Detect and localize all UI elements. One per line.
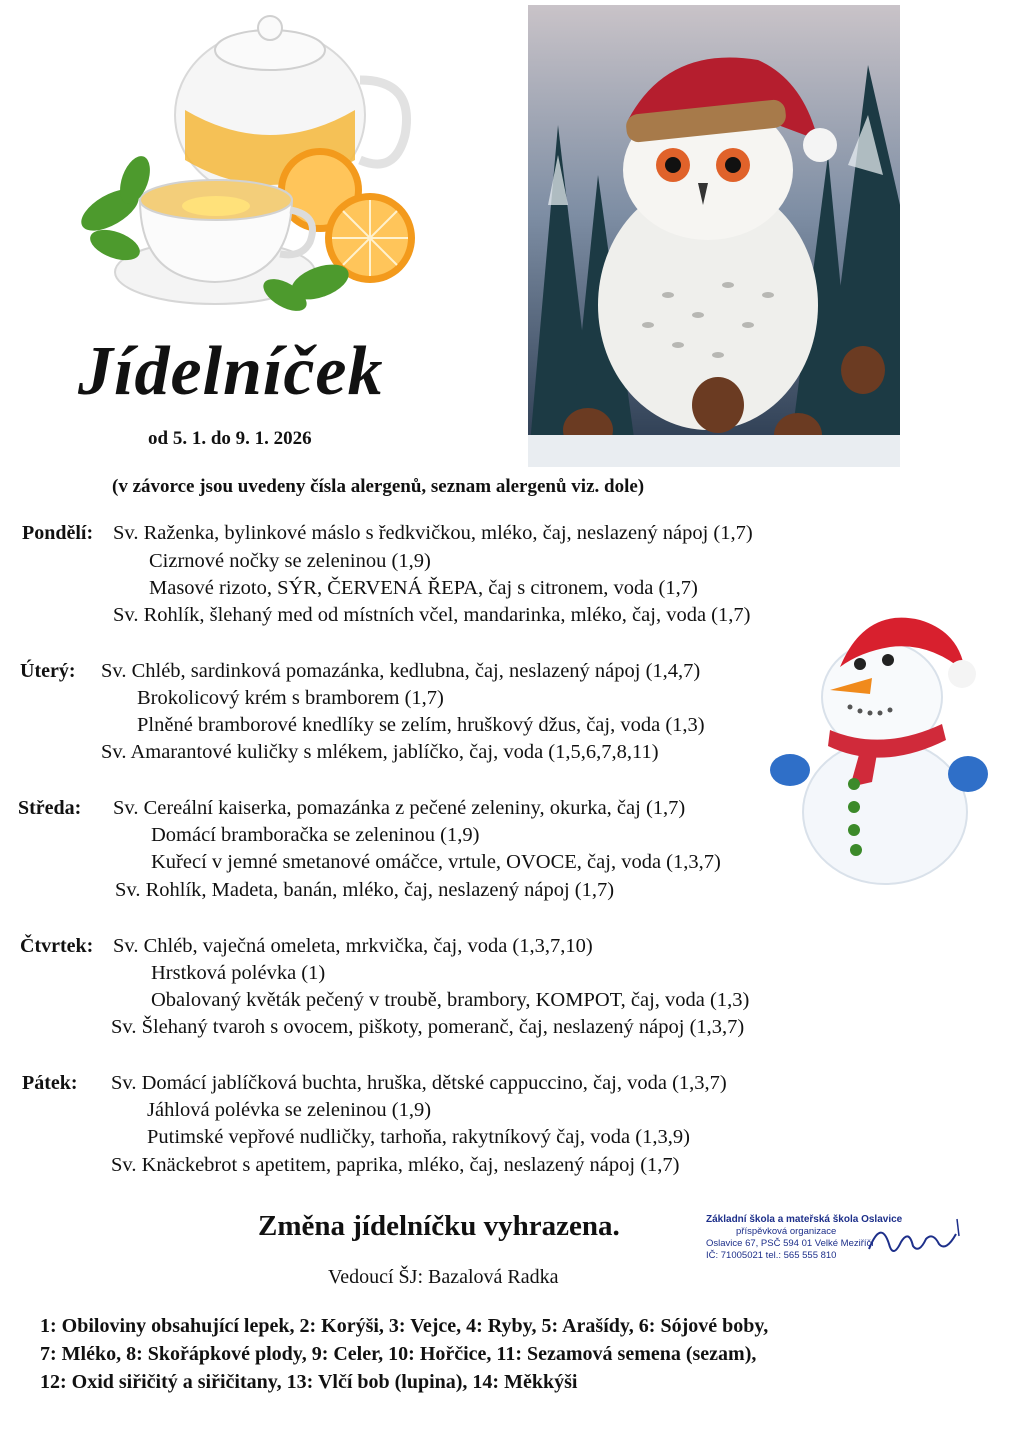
tea-illustration bbox=[70, 10, 420, 330]
day-label-thursday: Čtvrtek: bbox=[20, 935, 94, 957]
menu-line: Sv. Amarantové kuličky s mlékem, jablíčko, čaj, voda (1,5,6,7,8,11) bbox=[101, 741, 659, 763]
menu-line: Putimské vepřové nudličky, tarhoňa, rakytníkový čaj, voda (1,3,9) bbox=[147, 1126, 690, 1148]
allergen-line: 12: Oxid siřičitý a siřičitany, 13: Vlčí bob (lupina), 14: Měkkýši bbox=[40, 1371, 578, 1393]
menu-line: Sv. Chléb, sardinková pomazánka, kedlubna, čaj, neslazený nápoj (1,4,7) bbox=[101, 660, 701, 682]
page-title: Jídelníček bbox=[78, 333, 384, 410]
menu-line: Kuřecí v jemné smetanové omáčce, vrtule, OVOCE, čaj, voda (1,3,7) bbox=[151, 851, 721, 873]
menu-line: Domácí bramboračka se zeleninou (1,9) bbox=[151, 824, 480, 846]
stamp-line: Základní škola a mateřská škola Oslavice bbox=[706, 1214, 903, 1225]
menu-line: Sv. Raženka, bylinkové máslo s ředkvičkou, mléko, čaj, neslazený nápoj (1,7) bbox=[113, 522, 753, 544]
day-label-wednesday: Středa: bbox=[18, 797, 82, 819]
signature-icon bbox=[861, 1214, 961, 1264]
manager-name: Vedoucí ŠJ: Bazalová Radka bbox=[328, 1266, 559, 1288]
menu-line: Sv. Rohlík, Madeta, banán, mléko, čaj, neslazený nápoj (1,7) bbox=[115, 879, 615, 901]
menu-line: Obalovaný květák pečený v troubě, brambory, KOMPOT, čaj, voda (1,3) bbox=[151, 989, 750, 1011]
stamp-line: příspěvková organizace bbox=[736, 1226, 837, 1237]
menu-line: Cizrnové nočky se zeleninou (1,9) bbox=[149, 550, 431, 572]
menu-line: Jáhlová polévka se zeleninou (1,9) bbox=[147, 1099, 432, 1121]
allergen-list bbox=[40, 1312, 768, 1396]
date-range: od 5. 1. do 9. 1. 2026 bbox=[148, 428, 312, 449]
menu-line: Hrstková polévka (1) bbox=[151, 962, 326, 984]
menu-line: Brokolicový krém s bramborem (1,7) bbox=[137, 687, 444, 709]
allergen-note: (v závorce jsou uvedeny čísla alergenů, seznam alergenů viz. dole) bbox=[112, 476, 645, 497]
owl-picture bbox=[528, 5, 900, 467]
allergen-line: 1: Obiloviny obsahující lepek, 2: Korýši, 3: Vejce, 4: Ryby, 5: Arašídy, 6: Sójové boby, bbox=[40, 1315, 769, 1337]
menu-line: Sv. Chléb, vaječná omeleta, mrkvička, čaj, voda (1,3,7,10) bbox=[113, 935, 593, 957]
day-label-friday: Pátek: bbox=[22, 1072, 78, 1094]
menu-line: Sv. Cereální kaiserka, pomazánka z pečené zeleniny, okurka, čaj (1,7) bbox=[113, 797, 686, 819]
menu-line: Sv. Šlehaný tvaroh s ovocem, piškoty, pomeranč, čaj, neslazený nápoj (1,3,7) bbox=[111, 1016, 745, 1038]
menu-line: Plněné bramborové knedlíky se zelím, hruškový džus, čaj, voda (1,3) bbox=[137, 714, 705, 736]
snowman-illustration bbox=[770, 612, 995, 892]
change-notice: Změna jídelníčku vyhrazena. bbox=[258, 1210, 620, 1242]
menu-line: Sv. Knäckebrot s apetitem, paprika, mléko, čaj, neslazený nápoj (1,7) bbox=[111, 1154, 680, 1176]
stamp-line: IČ: 71005021 tel.: 565 555 810 bbox=[706, 1250, 837, 1261]
menu-line: Sv. Domácí jablíčková buchta, hruška, dětské cappuccino, čaj, voda (1,3,7) bbox=[111, 1072, 727, 1094]
school-stamp bbox=[706, 1214, 956, 1274]
stamp-line: Oslavice 67, PSČ 594 01 Velké Meziříčí bbox=[706, 1238, 874, 1249]
menu-line: Sv. Rohlík, šlehaný med od místních včel, mandarinka, mléko, čaj, voda (1,7) bbox=[113, 604, 751, 626]
allergen-line: 7: Mléko, 8: Skořápkové plody, 9: Celer, 10: Hořčice, 11: Sezamová semena (sezam), bbox=[40, 1343, 757, 1365]
day-label-monday: Pondělí: bbox=[22, 522, 94, 544]
day-label-tuesday: Úterý: bbox=[20, 660, 76, 682]
menu-line: Masové rizoto, SÝR, ČERVENÁ ŘEPA, čaj s citronem, voda (1,7) bbox=[149, 577, 698, 599]
